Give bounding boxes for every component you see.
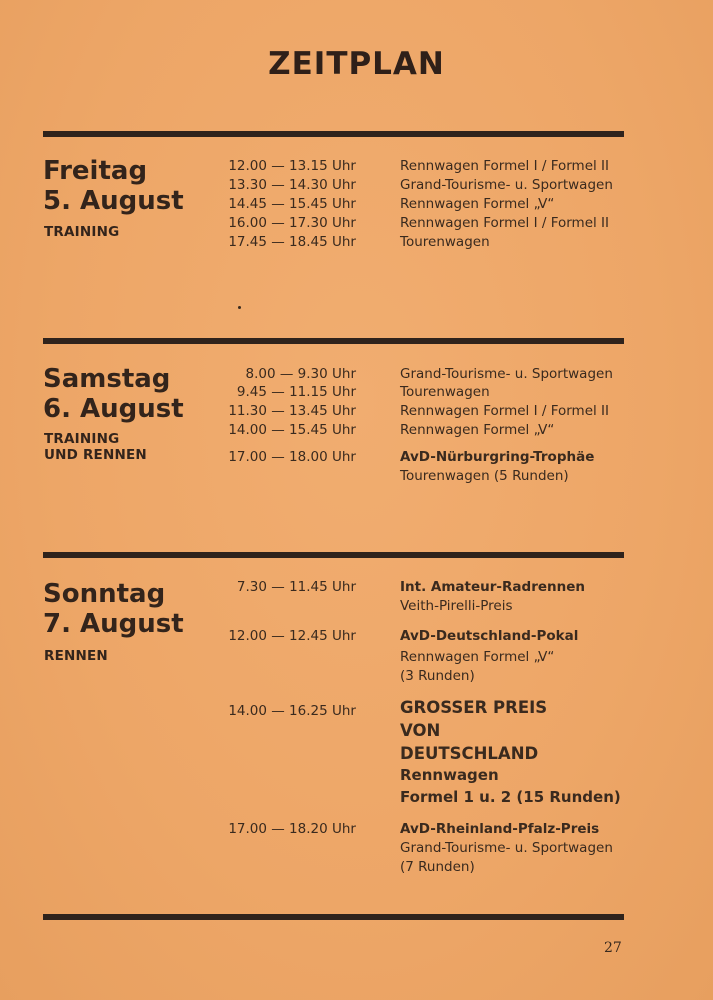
day-name: Freitag — [43, 156, 148, 186]
section-divider — [43, 131, 624, 137]
schedule-time: 17.00 — 18.00 Uhr — [228, 449, 356, 465]
schedule-event: AvD-Nürburgring-Trophäe — [400, 449, 595, 465]
schedule-time: 14.00 — 15.45 Uhr — [228, 422, 356, 438]
schedule-time: 11.30 — 13.45 Uhr — [228, 403, 356, 419]
day-name: Samstag — [43, 364, 171, 394]
page-title: ZEITPLAN — [268, 46, 445, 82]
day-label: UND RENNEN — [44, 447, 147, 463]
page-number: 27 — [604, 940, 622, 956]
section-divider — [43, 338, 624, 344]
schedule-time: 14.00 — 16.25 Uhr — [228, 703, 356, 719]
schedule-time: 9.45 — 11.15 Uhr — [236, 384, 356, 400]
main-event-title: DEUTSCHLAND — [400, 744, 539, 763]
main-event-class: Rennwagen — [400, 766, 499, 784]
day-label: TRAINING — [44, 431, 120, 447]
section-divider — [43, 914, 624, 920]
schedule-time: 16.00 — 17.30 Uhr — [228, 215, 356, 231]
day-name: Sonntag — [43, 579, 166, 609]
day-label: TRAINING — [44, 224, 120, 240]
schedule-event-detail: Rennwagen Formel „V“ — [400, 649, 555, 665]
schedule-event: Int. Amateur-Radrennen — [400, 579, 585, 595]
schedule-time: 7.30 — 11.45 Uhr — [236, 579, 356, 595]
schedule-event-detail: Tourenwagen (5 Runden) — [400, 468, 569, 484]
schedule-event-detail: Veith-Pirelli-Preis — [400, 598, 513, 614]
day-date: 6. August — [43, 394, 184, 424]
day-label: RENNEN — [44, 648, 108, 664]
schedule-time: 17.00 — 18.20 Uhr — [228, 821, 356, 837]
schedule-time: 12.00 — 12.45 Uhr — [228, 628, 356, 644]
schedule-event-detail: (3 Runden) — [400, 668, 475, 684]
day-date: 7. August — [43, 609, 184, 639]
schedule-event: Rennwagen Formel „V“ — [400, 196, 555, 212]
schedule-event: Tourenwagen — [400, 234, 490, 250]
main-event-class: Formel 1 u. 2 (15 Runden) — [400, 788, 621, 806]
main-event-title: VON — [400, 721, 441, 740]
schedule-time: 12.00 — 13.15 Uhr — [228, 158, 356, 174]
paper-speck — [238, 306, 241, 309]
section-divider — [43, 552, 624, 558]
day-date: 5. August — [43, 186, 184, 216]
schedule-event: Rennwagen Formel I / Formel II — [400, 403, 610, 419]
schedule-event: Tourenwagen — [400, 384, 490, 400]
schedule-event-detail: (7 Runden) — [400, 859, 475, 875]
schedule-event: Grand-Tourisme- u. Sportwagen — [400, 177, 613, 193]
schedule-event: Rennwagen Formel I / Formel II — [400, 215, 610, 231]
schedule-time: 13.30 — 14.30 Uhr — [228, 177, 356, 193]
schedule-event: Rennwagen Formel I / Formel II — [400, 158, 610, 174]
schedule-event: Grand-Tourisme- u. Sportwagen — [400, 366, 613, 382]
schedule-time: 17.45 — 18.45 Uhr — [228, 234, 356, 250]
schedule-event: AvD-Deutschland-Pokal — [400, 628, 579, 644]
schedule-event: AvD-Rheinland-Pfalz-Preis — [400, 821, 600, 837]
main-event-title: GROSSER PREIS — [400, 698, 548, 717]
schedule-time: 14.45 — 15.45 Uhr — [228, 196, 356, 212]
schedule-time: 8.00 — 9.30 Uhr — [245, 366, 356, 382]
schedule-event-detail: Grand-Tourisme- u. Sportwagen — [400, 840, 613, 856]
schedule-event: Rennwagen Formel „V“ — [400, 422, 555, 438]
